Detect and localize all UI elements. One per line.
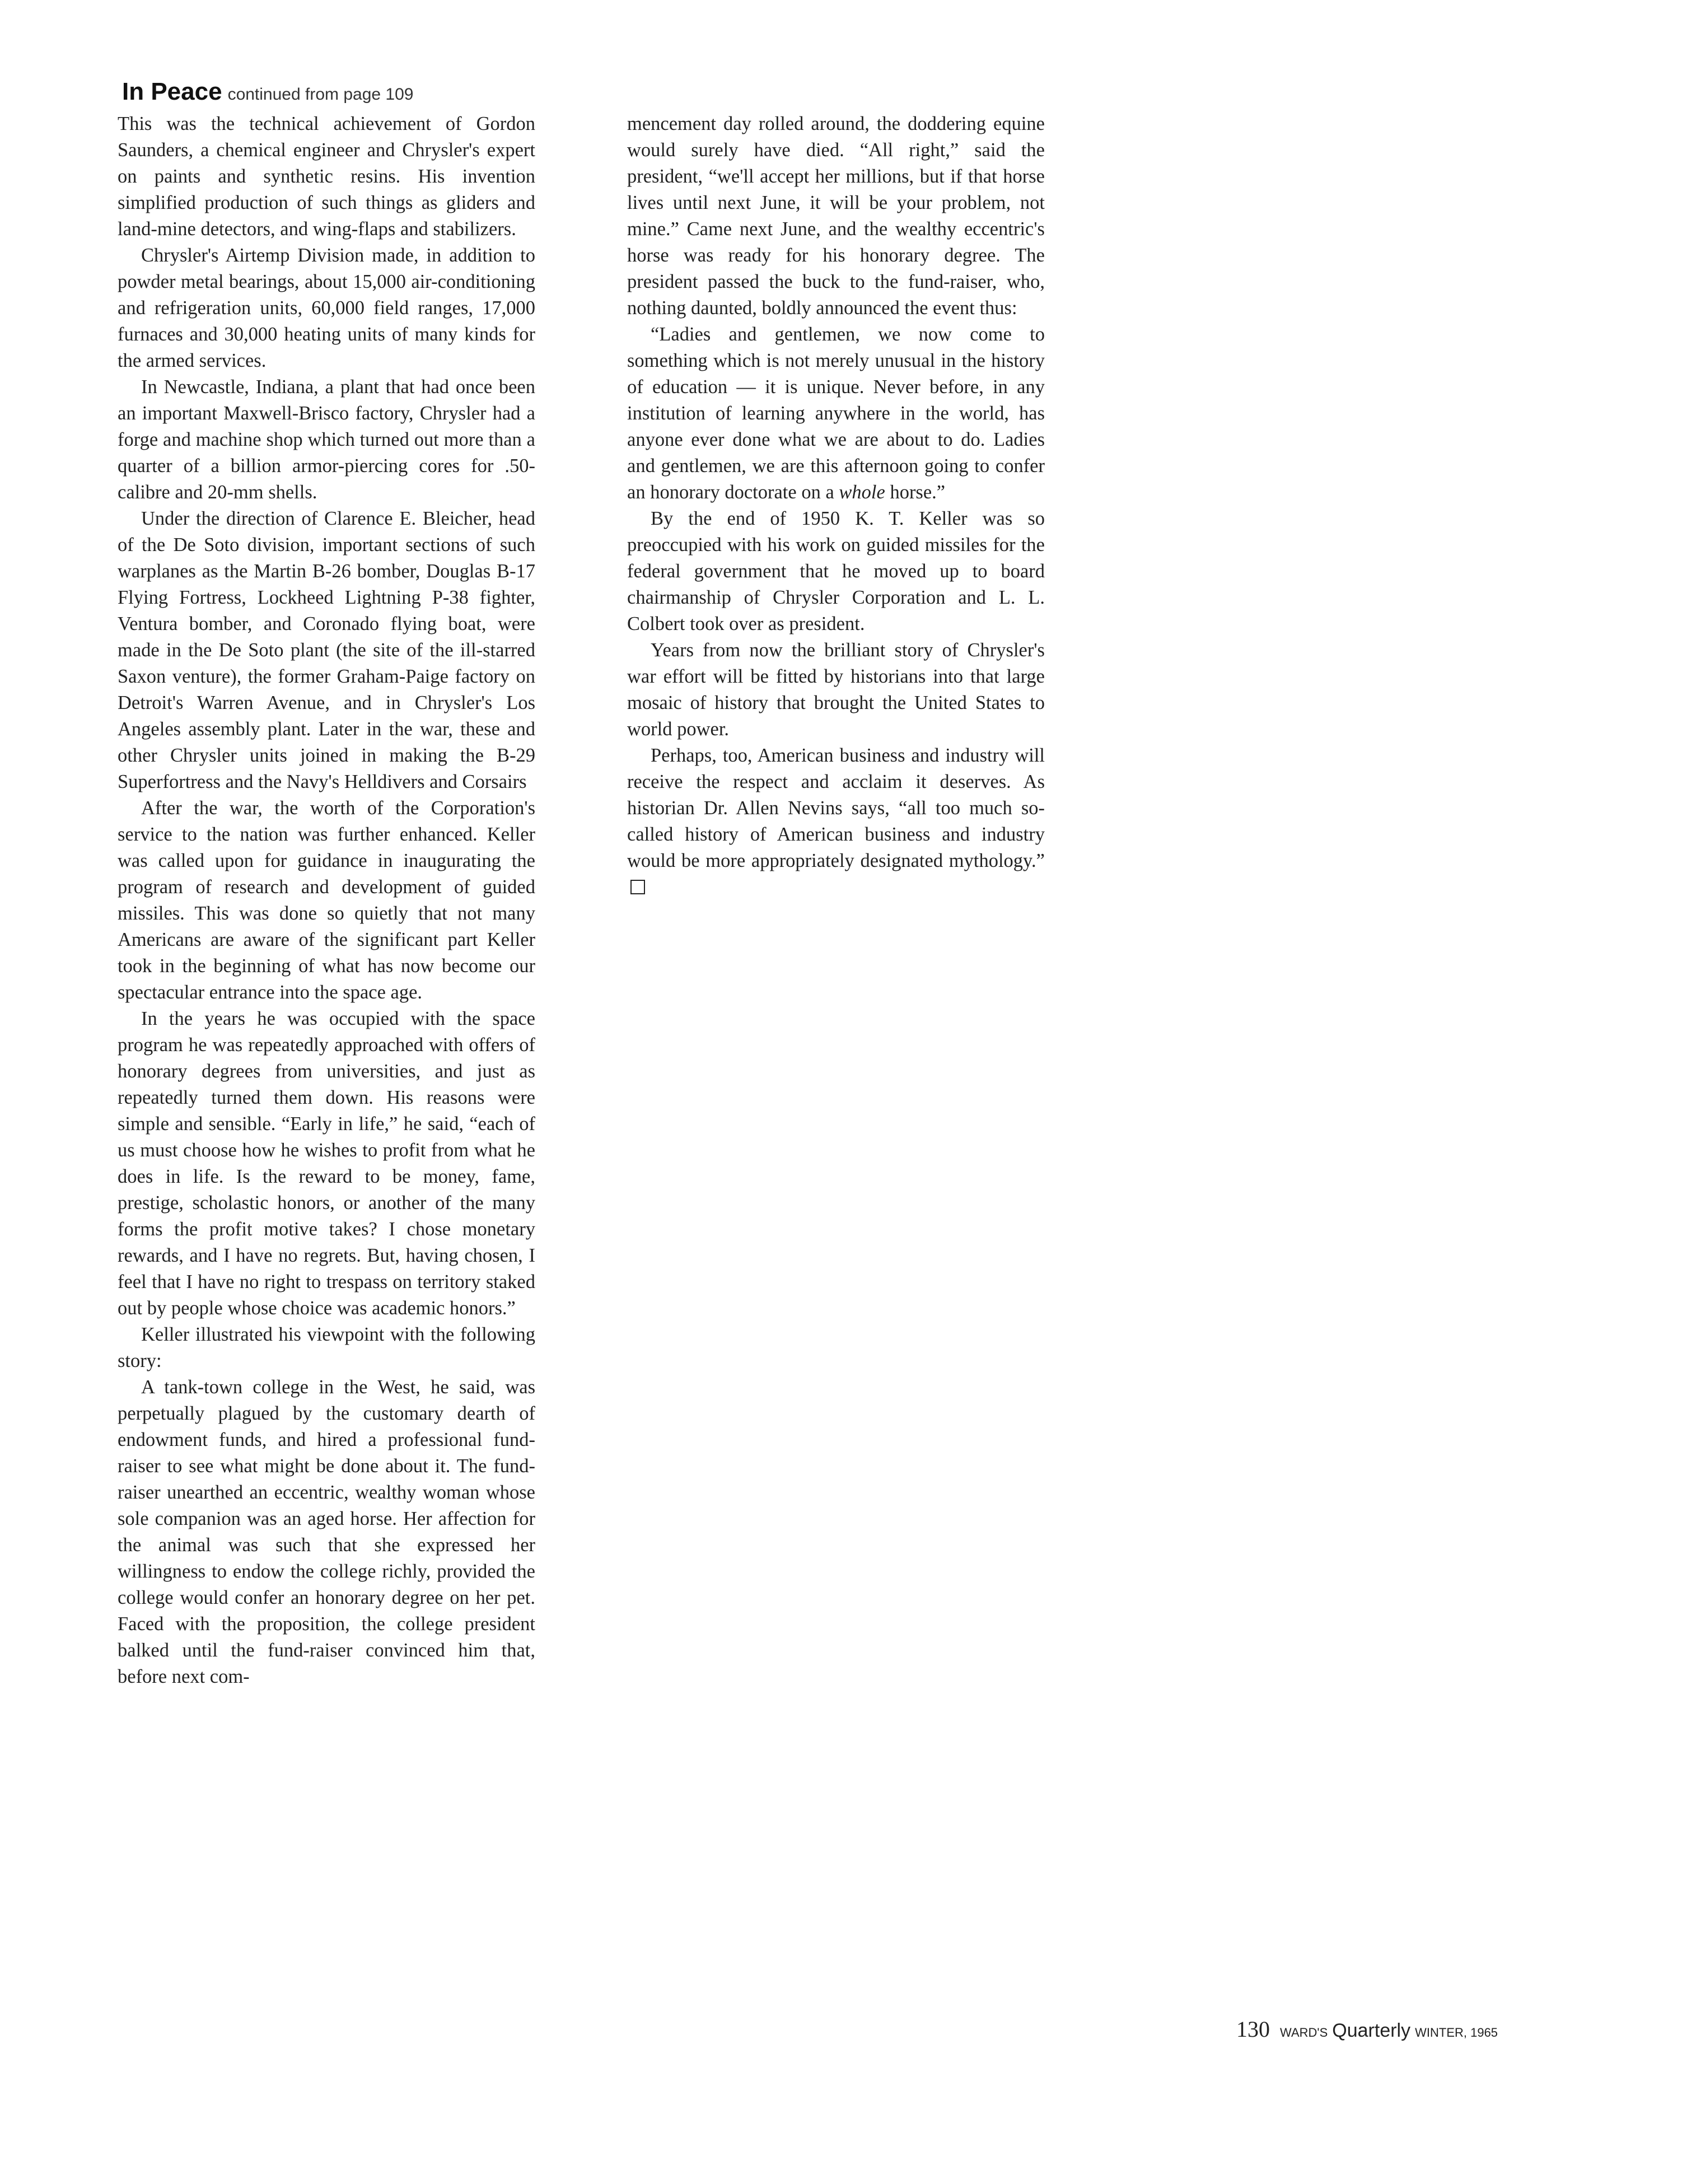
paragraph bbox=[627, 321, 1045, 506]
closing-text: Perhaps, too, American business and industry will receive the respect and acclaim it deserves. As historian Dr. Allen Nevins says, “all too much so-called history of American business and industry would be more appropriately designated mythology.” bbox=[627, 745, 1045, 871]
end-of-article-square-icon bbox=[630, 880, 645, 894]
paragraph: After the war, the worth of the Corporation's service to the nation was further enhanced. Keller was called upon for guidance in inaugurating the program of research and development of guided missiles. This was done so quietly that not many Americans are aware of the significant part Keller took in the beginning of what has now become our spectacular entrance into the space age. bbox=[118, 797, 535, 1003]
paragraph: This was the technical achievement of Gordon Saunders, a chemical engineer and Chrysler's expert on paints and synthetic resins. His invention simplified production of such things as gliders and land-mine detectors, and wing-flaps and stabilizers. bbox=[118, 113, 535, 240]
publication-prefix: WARD'S bbox=[1280, 2026, 1328, 2040]
continued-note: continued from page 109 bbox=[227, 85, 414, 104]
article-title: In Peace bbox=[122, 78, 222, 105]
page-number: 130 bbox=[1236, 2017, 1270, 2042]
issue-date: WINTER, 1965 bbox=[1415, 2026, 1498, 2040]
paragraph: Keller illustrated his viewpoint with the following story: bbox=[118, 1324, 535, 1371]
left-column bbox=[118, 111, 535, 1690]
italic-word: whole bbox=[839, 482, 885, 503]
paragraph: Chrysler's Airtemp Division made, in addition to powder metal bearings, about 15,000 air-conditioning and refrigeration units, 60,000 field ranges, 17,000 furnaces and 30,000 heating units of many kinds for the armed services. bbox=[118, 245, 535, 371]
paragraph: Under the direction of Clarence E. Bleicher, head of the De Soto division, important sections of such warplanes as the Martin B-26 bomber, Douglas B-17 Flying Fortress, Lockheed Lightning P-38 fighter, Ventura bomber, and Coronado flying boat, were made in the De Soto plant (the site of the ill-starred Saxon venture), the former Graham-Paige factory on Detroit's Warren Avenue, and in Chrysler's Los Angeles assembly plant. Later in the war, these and other Chrysler units joined in making the B-29 Superfortress and the Navy's Helldivers and Corsairs bbox=[118, 508, 535, 792]
quote-text-end: horse.” bbox=[885, 482, 946, 503]
paragraph: In Newcastle, Indiana, a plant that had once been an important Maxwell-Brisco factory, Chrysler had a forge and machine shop which turned out more than a quarter of a billion armor-piercing cores for .50-calibre and 20-mm shells. bbox=[118, 376, 535, 503]
paragraph bbox=[627, 743, 1045, 900]
paragraph: Years from now the brilliant story of Chrysler's war effort will be fitted by historians into that large mosaic of history that brought the United States to world power. bbox=[627, 640, 1045, 740]
right-column bbox=[627, 111, 1045, 900]
paragraph: A tank-town college in the West, he said, was perpetually plagued by the customary dearth of endowment funds, and hired a professional fund-raiser to see what might be done about it. The fund-raiser unearthed an eccentric, wealthy woman whose sole companion was an aged horse. Her affection for the animal was such that she expressed her willingness to endow the college richly, provided the college would confer an honorary degree on her pet. Faced with the proposition, the college president balked until the fund-raiser convinced him that, before next com- bbox=[118, 1376, 535, 1687]
paragraph: In the years he was occupied with the space program he was repeatedly approached with offers of honorary degrees from universities, and just as repeatedly turned them down. His reasons were simple and sensible. “Early in life,” he said, “each of us must choose how he wishes to profit from what he does in life. Is the reward to be money, fame, prestige, scholastic honors, or another of the many forms the profit motive takes? I chose monetary rewards, and I have no regrets. But, having chosen, I feel that I have no right to trespass on territory staked out by people whose choice was academic honors.” bbox=[118, 1008, 535, 1319]
page-footer bbox=[1236, 2018, 1498, 2041]
quote-text: “Ladies and gentlemen, we now come to something which is not merely unusual in the history of education — it is unique. Never before, in any institution of learning anywhere in the world, has anyone ever done what we are about to do. Ladies and gentlemen, we are this afternoon going to confer an honorary doctorate on a bbox=[627, 324, 1045, 503]
article-heading bbox=[122, 80, 559, 104]
paragraph: mencement day rolled around, the doddering equine would surely have died. “All right,” said the president, “we'll accept her millions, but if that horse lives until next June, it will be your problem, not mine.” Came next June, and the wealthy eccentric's horse was ready for his honorary degree. The president passed the buck to the fund-raiser, who, nothing daunted, boldly announced the event thus: bbox=[627, 113, 1045, 319]
publication-name: Quarterly bbox=[1332, 2020, 1411, 2041]
paragraph: By the end of 1950 K. T. Keller was so preoccupied with his work on guided missiles for the federal government that he moved up to board chairmanship of Chrysler Corporation and L. L. Colbert took over as president. bbox=[627, 508, 1045, 634]
